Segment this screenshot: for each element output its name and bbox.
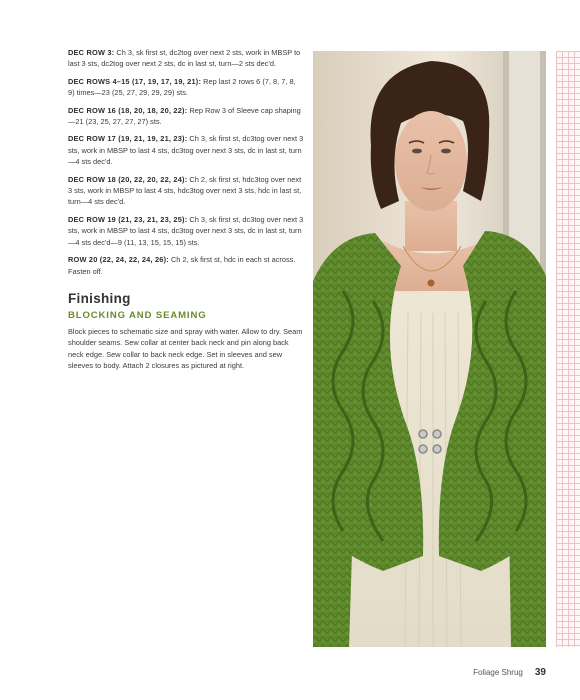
instruction-row: [68, 105, 304, 128]
row-text: Ch 3, sk first st, dc3tog over next 3 sts, work in MBSP to last 4 sts, dc3tog over next 3 sts, dc in last st, turn—4 sts dec'd.: [68, 134, 304, 167]
row-label: DEC ROW 17 (19, 21, 19, 21, 23):: [68, 134, 188, 144]
row-text: Rep Row 3 of Sleeve cap shaping—21 (23, 25, 27, 27, 27) sts.: [68, 105, 301, 127]
row-label: DEC ROW 19 (21, 23, 21, 23, 25):: [68, 214, 188, 224]
row-text: Ch 2, sk first st, hdc in each st across. Fasten off.: [68, 255, 296, 276]
row-label: DEC ROW 16 (18, 20, 18, 20, 22):: [68, 105, 188, 115]
page-footer: [473, 667, 546, 678]
right-eye: [441, 149, 451, 154]
row-label: DEC ROW 3:: [68, 48, 115, 57]
row-text: Ch 2, sk first st, hdc3tog over next 3 sts, work in MBSP to last 4 sts, hdc3tog over next 3 sts, hdc in last st, turn—4 sts dec'd.: [68, 174, 302, 207]
row-label: ROW 20 (22, 24, 22, 24, 26):: [68, 255, 169, 265]
instruction-row: [68, 174, 304, 208]
instruction-rows: [68, 47, 304, 277]
instruction-row: [68, 76, 304, 99]
model-photo: [313, 51, 546, 647]
right-sleeve: [509, 521, 546, 647]
instruction-row: [68, 47, 304, 70]
section-title: Finishing: [68, 290, 131, 306]
face: [395, 111, 467, 211]
pattern-text-column: [68, 47, 304, 372]
subheading: BLOCKING AND SEAMING: [68, 309, 207, 321]
page-number: 39: [534, 667, 546, 678]
row-text: Ch 3, sk first st, dc3tog over next 3 sts, work in MBSP to last 4 sts, dc3tog over next 3 sts, dc in last st, turn—4 sts dec'd—9 (11, 13, 15, 15, 15) sts.: [68, 214, 304, 247]
instruction-row: [68, 214, 304, 248]
instruction-row: [68, 254, 304, 277]
row-text: Ch 3, sk first st, dc2tog over next 2 sts, work in MBSP to last 3 sts, dc2tog over next 2 sts, dc in last st, turn—2 sts dec'd.: [68, 48, 301, 69]
row-text: Rep last 2 rows 6 (7, 8, 7, 8, 9) times—23 (25, 27, 29, 29, 29) sts.: [68, 76, 296, 98]
footer-title: Foliage Shrug: [473, 668, 523, 677]
left-sleeve: [313, 521, 353, 647]
finishing-paragraph: Block pieces to schematic size and spray with water. Allow to dry. Seam shoulder seams. Sew collar at center back neck and pin along back neck edge. Sew collar to back neck edge. Set in sleeves and sew sleeves to body. Attach 2 closures as pictured at right.: [68, 326, 303, 371]
instruction-row: [68, 133, 304, 167]
row-label: DEC ROW 18 (20, 22, 20, 22, 24):: [68, 174, 188, 184]
pendant: [428, 280, 435, 287]
graph-paper-edge: [556, 51, 580, 647]
left-eye: [412, 149, 422, 154]
row-label: DEC ROWS 4–15 (17, 19, 17, 19, 21):: [68, 76, 202, 86]
